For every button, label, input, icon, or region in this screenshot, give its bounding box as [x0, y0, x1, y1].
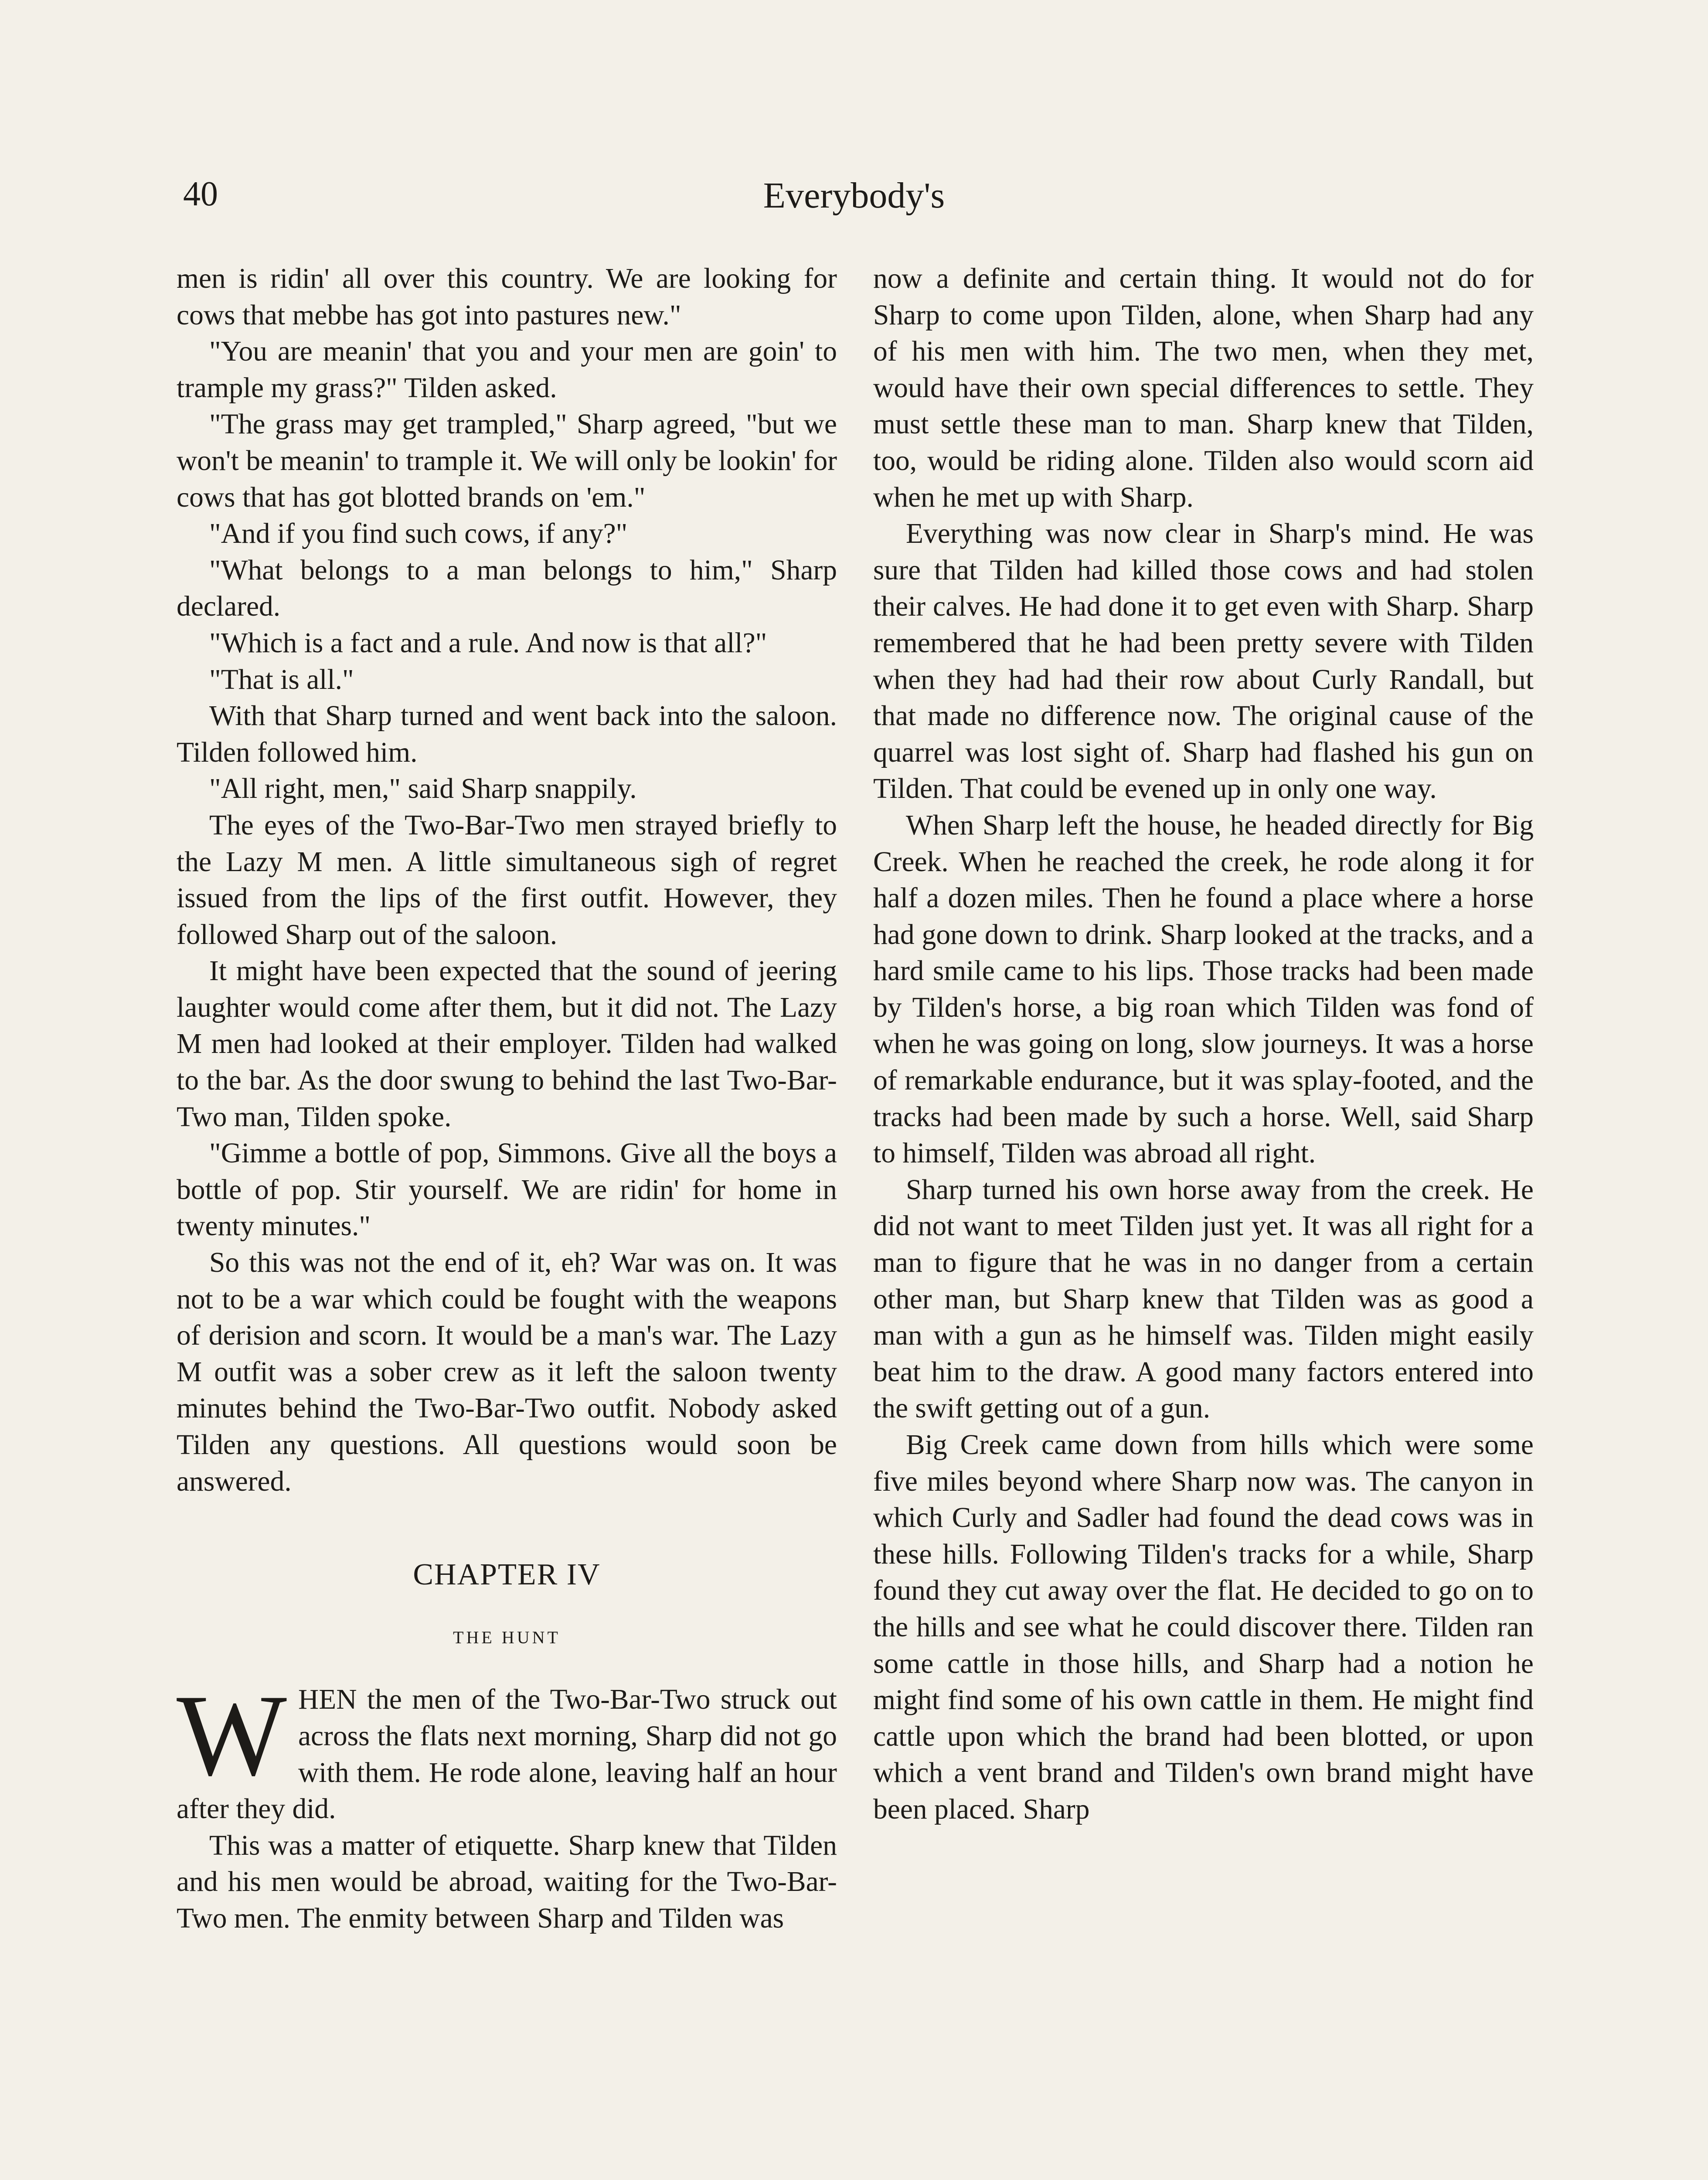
chapter-subtitle: THE HUNT [453, 1627, 561, 1647]
paragraph: now a definite and certain thing. It would not do for Sharp to come upon Tilden, alone, when Sharp had any of his men with him. The two men, when they met, would have their own special differences to settle. They must settle these man to man. Sharp knew that Tilden, too, would be riding alone. Tilden also would scorn aid when he met up with Sharp. [873, 263, 1534, 513]
paragraph: When Sharp left the house, he headed directly for Big Creek. When he reached the creek, he rode along it for half a dozen miles. Then he found a place where a horse had gone down to drink. Sharp looked at the tracks, and a hard smile came to his lips. Those tracks had been made by Tilden's horse, a big roan which Tilden was fond of when he was going on long, slow journeys. It was a horse of remarkable endurance, but it was splay-footed, and the tracks had been made by such a horse. Well, said Sharp to himself, Tilden was abroad all right. [873, 809, 1534, 1169]
page-header [0, 174, 1708, 227]
paragraph: "Which is a fact and a rule. And now is that all?" [209, 627, 767, 659]
paragraph: "The grass may get trampled," Sharp agreed, "but we won't be meanin' to trample it. We will only be lookin' for cows that has got blotted brands on 'em." [177, 409, 837, 513]
paragraph: It might have been expected that the sound of jeering laughter would come after them, but it did not. The Lazy M men had looked at their employer. Tilden had walked to the bar. As the door swung to behind the last Two-Bar-Two man, Tilden spoke. [177, 955, 837, 1133]
paragraph: "All right, men," said Sharp snappily. [209, 773, 637, 805]
paragraph: With that Sharp turned and went back into the saloon. Tilden followed him. [177, 700, 837, 768]
paragraph: So this was not the end of it, eh? War was on. It was not to be a war which could be fought with the weapons of derision and scorn. It would be a man's war. The Lazy M outfit was a sober crew as it left the saloon twenty minutes behind the Two-Bar-Two outfit. Nobody asked Tilden any questions. All questions would soon be answered. [177, 1247, 837, 1497]
paragraph: "That is all." [209, 664, 354, 695]
paragraph: "What belongs to a man belongs to him," Sharp declared. [177, 554, 837, 623]
right-column [873, 261, 1534, 1828]
drop-cap: W [177, 1670, 287, 1800]
paragraph: Everything was now clear in Sharp's mind. He was sure that Tilden had killed those cows and had stolen their calves. He had done it to get even with Sharp. Sharp remembered that he had been pretty severe with Tilden when they had had their row about Curly Randall, but that made no difference now. The original cause of the quarrel was lost sight of. Sharp had flashed his gun on Tilden. That could be evened up in only one way. [873, 518, 1534, 805]
paragraph: "You are meanin' that you and your men are goin' to trample my grass?" Tilden asked. [177, 336, 837, 404]
magazine-title: Everybody's [763, 175, 945, 216]
chapter-opening-paragraph [177, 1670, 837, 1827]
paragraph: The eyes of the Two-Bar-Two men strayed briefly to the Lazy M men. A little simultaneous sigh of regret issued from the lips of the first outfit. However, they followed Sharp out of the saloon. [177, 809, 837, 950]
paragraph: Big Creek came down from hills which were some five miles beyond where Sharp now was. The canyon in which Curly and Sadler had found the dead cows was in these hills. Following Tilden's tracks for a while, Sharp found they cut away over the flat. He decided to go on to the hills and see what he could discover there. Tilden ran some cattle in those hills, and Sharp had a notion he might find some of his own cattle in them. He might find cattle upon which the brand had been blotted, or upon which a vent brand and Tilden's own brand might have been placed. Sharp [873, 1429, 1534, 1825]
chapter-heading: CHAPTER IV [413, 1558, 601, 1592]
left-column [177, 261, 837, 1937]
page-number: 40 [183, 175, 218, 213]
paragraph: "Gimme a bottle of pop, Simmons. Give all the boys a bottle of pop. Stir yourself. We are ridin' for home in twenty minutes." [177, 1138, 837, 1242]
paragraph: "And if you find such cows, if any?" [209, 518, 628, 550]
paragraph: This was a matter of etiquette. Sharp knew that Tilden and his men would be abroad, waiting for the Two-Bar-Two men. The enmity between Sharp and Tilden was [177, 1829, 837, 1934]
paragraph-text: HEN the men of the Two-Bar-Two struck out across the flats next morning, Sharp did not go with them. He rode alone, leaving half an hour after they did. [177, 1684, 837, 1825]
paragraph: Sharp turned his own horse away from the creek. He did not want to meet Tilden just yet. It was all right for a man to figure that he was in no danger from a certain other man, but Sharp knew that Tilden was as good a man with a gun as he himself was. Tilden might easily beat him to the draw. A good many factors entered into the swift getting out of a gun. [873, 1174, 1534, 1424]
paragraph: men is ridin' all over this country. We are looking for cows that mebbe has got into pastures new." [177, 263, 837, 331]
